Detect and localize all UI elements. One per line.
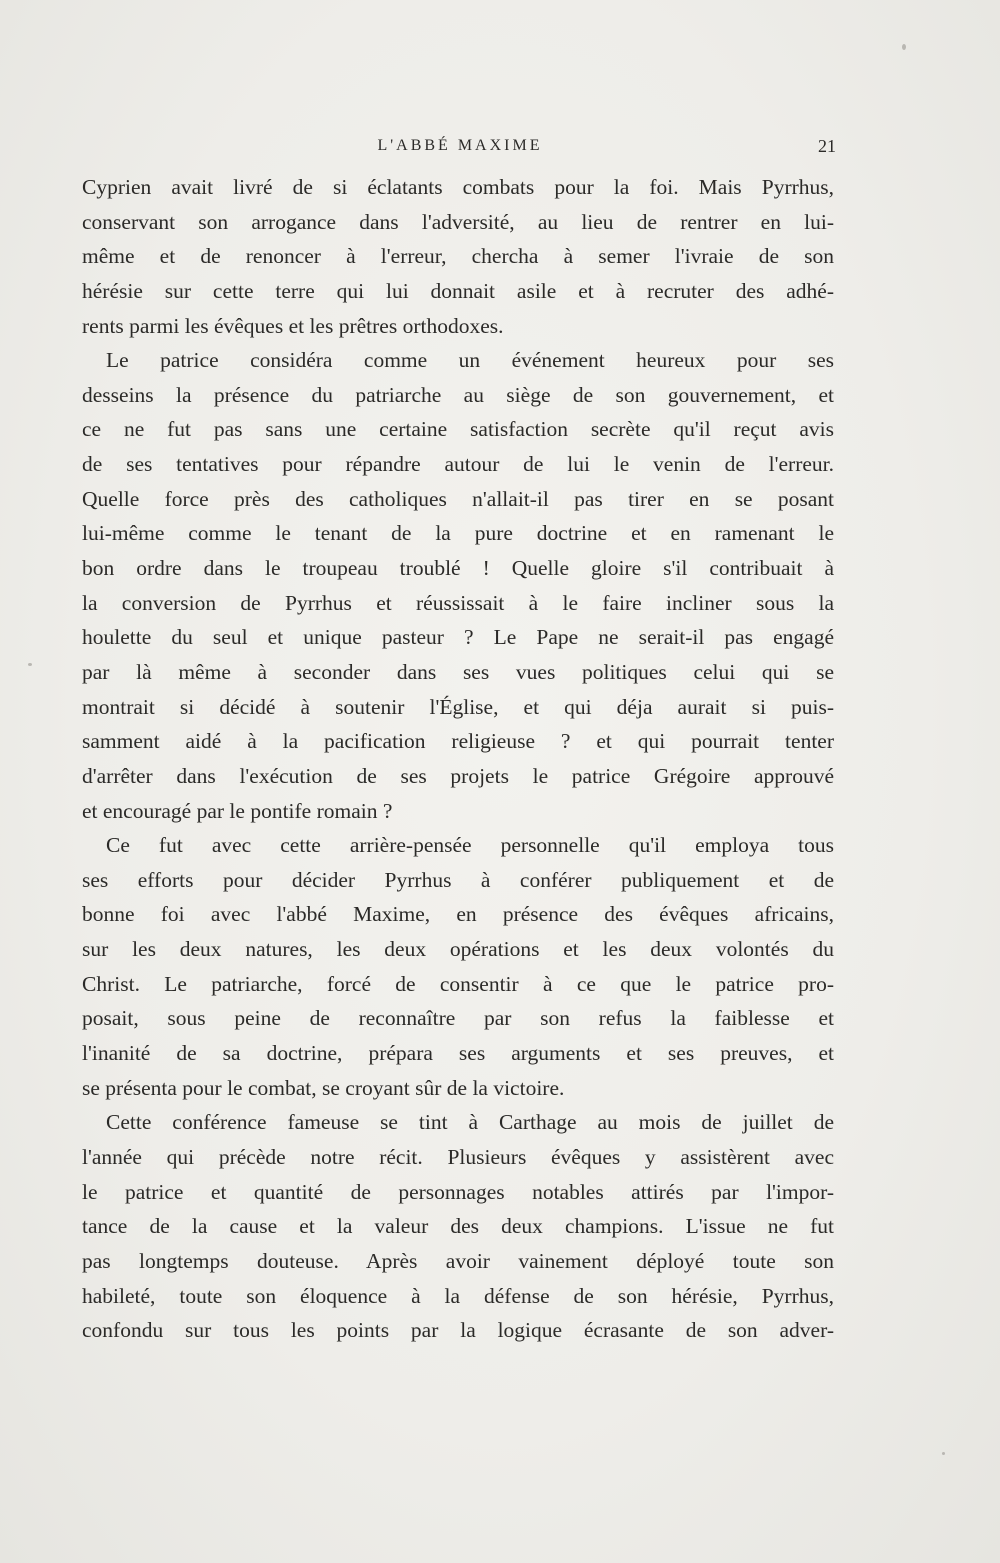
text-line: ce ne fut pas sans une certaine satisfaction secrète qu'il reçut avis <box>82 417 834 442</box>
text-line: sur les deux natures, les deux opérations et les deux volontés du <box>82 937 834 962</box>
text-line: conservant son arrogance dans l'adversité, au lieu de rentrer en lui- <box>82 209 834 234</box>
text-line: houlette du seul et unique pasteur ? Le Pape ne serait-il pas engagé <box>82 625 834 650</box>
text-line: Christ. Le patriarche, forcé de consentir à ce que le patrice pro- <box>82 971 834 996</box>
text-line: de ses tentatives pour répandre autour de lui le venin de l'erreur. <box>82 452 834 477</box>
text-line: bon ordre dans le troupeau troublé ! Quelle gloire s'il contribuait à <box>82 556 834 581</box>
text-line: Ce fut avec cette arrière-pensée personnelle qu'il employa tous <box>106 833 834 858</box>
text-line: Cette conférence fameuse se tint à Carthage au mois de juillet de <box>106 1110 834 1135</box>
text-line: posait, sous peine de reconnaître par son refus la faiblesse et <box>82 1006 834 1031</box>
text-line: le patrice et quantité de personnages notables attirés par l'impor- <box>82 1179 834 1204</box>
body-text <box>82 170 834 1348</box>
text-line: rents parmi les évêques et les prêtres orthodoxes. <box>82 313 504 338</box>
text-line: l'inanité de sa doctrine, prépara ses arguments et ses preuves, et <box>82 1041 834 1066</box>
paper-speck <box>28 663 32 666</box>
text-line: habileté, toute son éloquence à la défense de son hérésie, Pyrrhus, <box>82 1283 834 1308</box>
paper-speck <box>942 1452 945 1455</box>
text-line: l'année qui précède notre récit. Plusieurs évêques y assistèrent avec <box>82 1144 834 1169</box>
text-line: d'arrêter dans l'exécution de ses projets le patrice Grégoire approuvé <box>82 763 834 788</box>
text-line: confondu sur tous les points par la logique écrasante de son adver- <box>82 1318 834 1343</box>
text-line: pas longtemps douteuse. Après avoir vainement déployé toute son <box>82 1248 834 1273</box>
text-line: même et de renoncer à l'erreur, chercha à semer l'ivraie de son <box>82 244 834 269</box>
text-line: samment aidé à la pacification religieuse ? et qui pourrait tenter <box>82 729 834 754</box>
text-line: tance de la cause et la valeur des deux champions. L'issue ne fut <box>82 1214 834 1239</box>
text-line: hérésie sur cette terre qui lui donnait asile et à recruter des adhé- <box>82 278 834 303</box>
text-line: Cyprien avait livré de si éclatants combats pour la foi. Mais Pyrrhus, <box>82 175 834 199</box>
paper-speck <box>902 44 906 50</box>
text-line: bonne foi avec l'abbé Maxime, en présence des évêques africains, <box>82 902 834 927</box>
text-line: se présenta pour le combat, se croyant sûr de la victoire. <box>82 1075 565 1100</box>
text-line: desseins la présence du patriarche au siège de son gouvernement, et <box>82 382 834 407</box>
text-line: ses efforts pour décider Pyrrhus à conférer publiquement et de <box>82 867 834 892</box>
running-head <box>84 134 836 158</box>
text-line: Quelle force près des catholiques n'allait-il pas tirer en se posant <box>82 486 834 511</box>
text-line: montrait si décidé à soutenir l'Église, et qui déja aurait si puis- <box>82 694 834 719</box>
text-line: lui-même comme le tenant de la pure doctrine et en ramenant le <box>82 521 834 546</box>
page-number: 21 <box>818 136 836 156</box>
text-line: Le patrice considéra comme un événement heureux pour ses <box>106 348 834 373</box>
text-line: par là même à seconder dans ses vues politiques celui qui se <box>82 659 834 684</box>
running-title: L'ABBÉ MAXIME <box>377 137 543 154</box>
text-line: la conversion de Pyrrhus et réussissait à le faire incliner sous la <box>82 590 834 615</box>
text-line: et encouragé par le pontife romain ? <box>82 798 393 823</box>
